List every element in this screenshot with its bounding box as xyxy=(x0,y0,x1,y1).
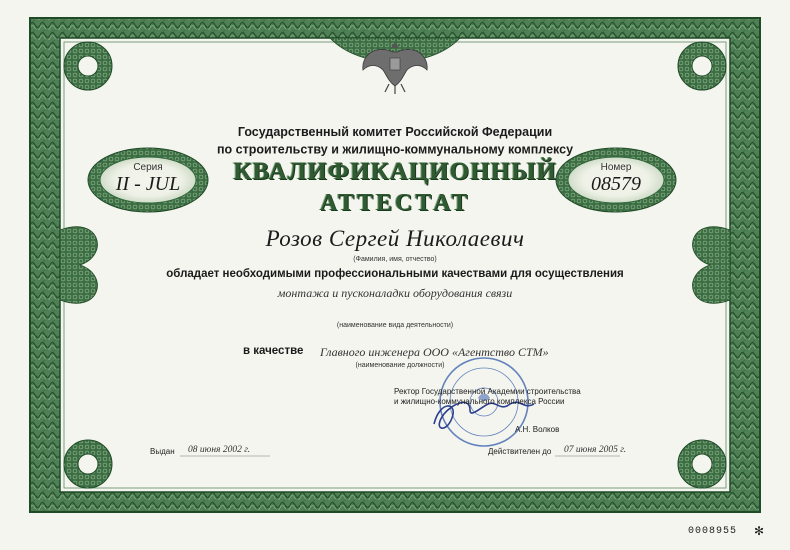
valid-date: 07 июня 2005 г. xyxy=(564,445,627,455)
activity-caption: (наименование вида деятельности) xyxy=(336,322,454,329)
committee-line-2: по строительству и жилищно-коммунальному комплексу xyxy=(216,142,574,157)
serial-asterisk-icon: ✻ xyxy=(754,524,765,538)
valid-label: Действителен до xyxy=(488,447,552,456)
number-label: Номер xyxy=(600,162,632,173)
certificate-title-line-1: КВАЛИФИКАЦИОННЫЙ xyxy=(233,158,557,185)
issued-label: Выдан xyxy=(150,447,175,456)
serial-number: 0008955 xyxy=(688,526,738,537)
signer-title xyxy=(394,387,581,407)
holder-name-caption: (Фамилия, имя, отчество) xyxy=(353,256,437,263)
corner-ornaments xyxy=(64,42,726,488)
committee-heading xyxy=(150,123,640,159)
signer-name: А.Н. Волков xyxy=(515,425,560,434)
signer-title-line-1: Ректор Государственной Академии строительства xyxy=(394,387,581,396)
role-text: Главного инженера ООО «Агентство СТМ» xyxy=(320,345,549,359)
issued-date: 08 июня 2002 г. xyxy=(188,445,251,455)
number-value: 08579 xyxy=(591,173,641,195)
role-prefix: в качестве xyxy=(243,345,304,357)
series-label: Серия xyxy=(133,162,163,173)
activity-text: монтажа и пусконаладки оборудования связи xyxy=(277,286,513,300)
series-value: II - JUL xyxy=(115,173,181,195)
qualification-statement: обладает необходимыми профессиональными качествами для осуществления xyxy=(166,268,624,280)
certificate-title-line-2: АТТЕСТАТ xyxy=(319,190,471,216)
committee-line-1: Государственный комитет Российской Федерации xyxy=(237,124,553,139)
signer-title-line-2: и жилищно-коммунального комплекса России xyxy=(394,397,565,406)
holder-name: Розов Сергей Николаевич xyxy=(265,226,525,251)
role-caption: (наименование должности) xyxy=(355,362,445,369)
